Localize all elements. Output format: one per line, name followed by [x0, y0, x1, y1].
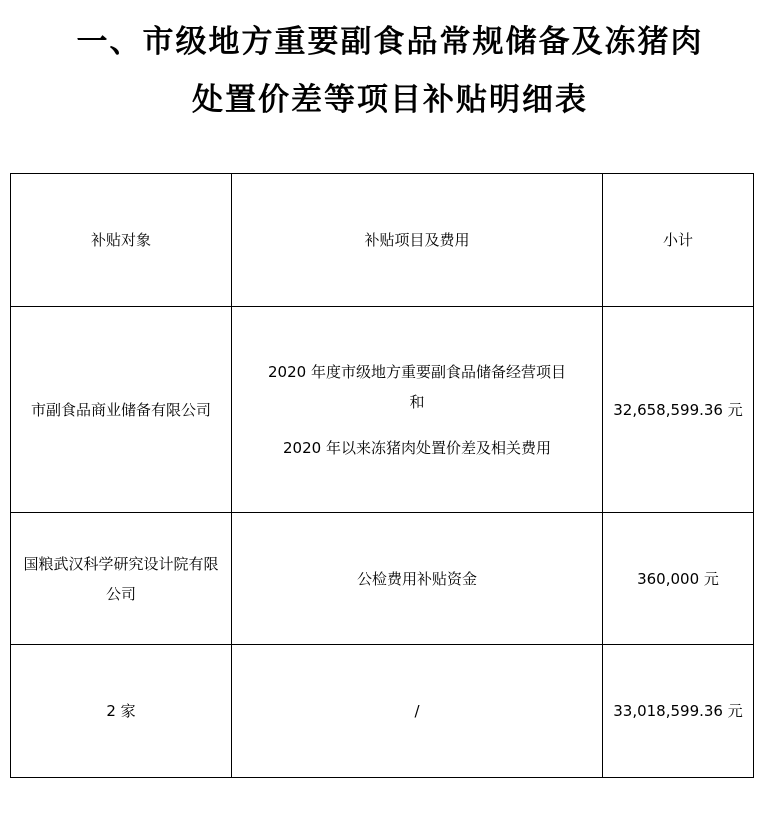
project-cell: /	[232, 645, 603, 778]
subtotal-cell: 32,658,599.36 元	[603, 307, 754, 513]
project-line: 和	[409, 392, 425, 411]
header-project: 补贴项目及费用	[232, 174, 603, 307]
table-total-row	[11, 645, 754, 778]
header-recipient: 补贴对象	[11, 174, 232, 307]
subtotal-cell: 360,000 元	[603, 513, 754, 645]
project-cell	[232, 307, 603, 513]
project-line: 2020 年度市级地方重要副食品储备经营项目	[268, 362, 566, 381]
subsidy-detail-table	[10, 173, 754, 778]
recipient-count-cell: 2 家	[11, 645, 232, 778]
project-cell: 公检费用补贴资金	[232, 513, 603, 645]
header-subtotal: 小计	[603, 174, 754, 307]
line-gap	[238, 417, 596, 433]
project-line: 2020 年以来冻猪肉处置价差及相关费用	[283, 438, 551, 457]
page-title-line-2: 处置价差等项目补贴明细表	[192, 82, 588, 118]
page-title-line-1: 一、市级地方重要副食品常规储备及冻猪肉	[76, 24, 704, 60]
table-header-row	[11, 174, 754, 307]
recipient-cell: 市副食品商业储备有限公司	[11, 307, 232, 513]
table-row	[11, 513, 754, 645]
total-cell: 33,018,599.36 元	[603, 645, 754, 778]
recipient-cell: 国粮武汉科学研究设计院有限公司	[11, 513, 232, 645]
table-row	[11, 307, 754, 513]
